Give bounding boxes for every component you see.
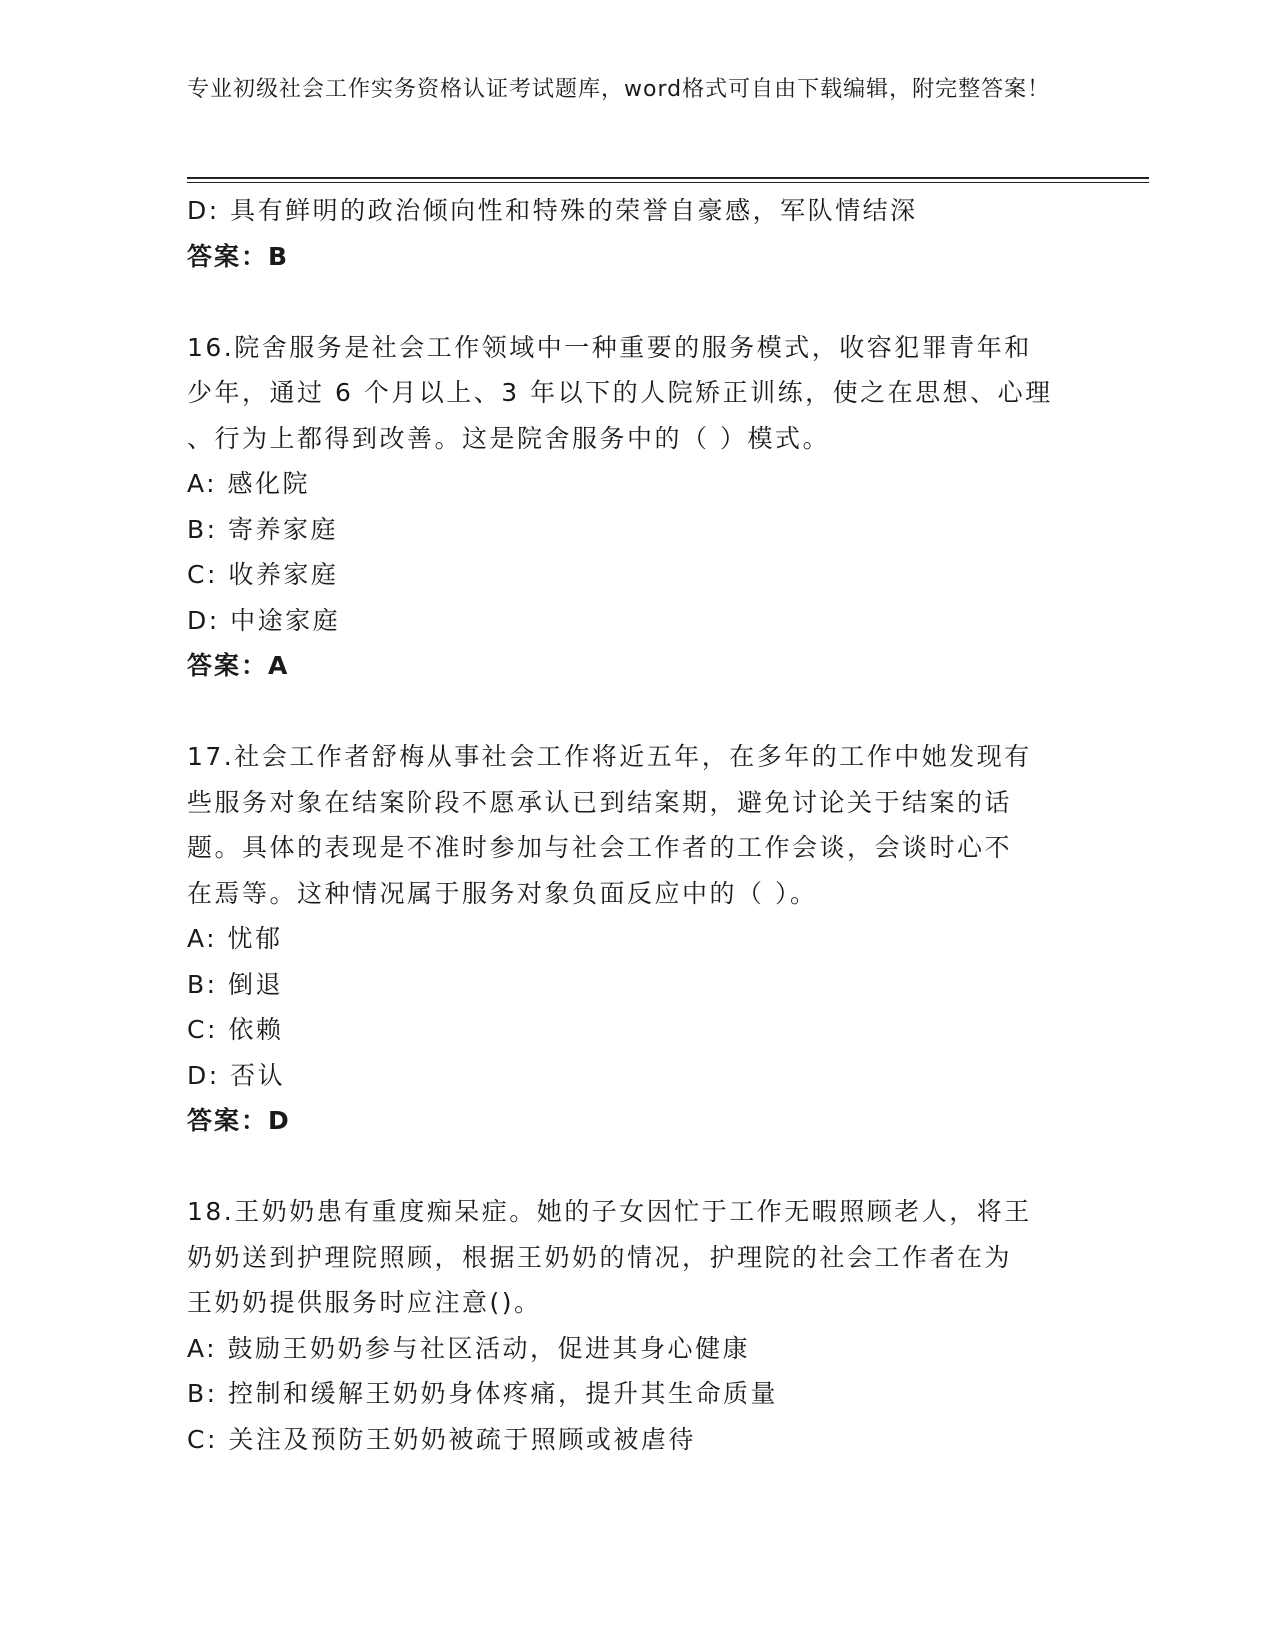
- question-17: [187, 734, 1087, 1144]
- question-stem-line: 题。具体的表现是不准时参加与社会工作者的工作会谈，会谈时心不: [187, 833, 1013, 862]
- option-b: B: 控制和缓解王奶奶身体疼痛，提升其生命质量: [187, 1379, 779, 1408]
- option-d: D: 具有鲜明的政治倾向性和特殊的荣誉自豪感，军队情结深: [187, 196, 918, 225]
- question-stem-line: 18.王奶奶患有重度痴呆症。她的子女因忙于工作无暇照顾老人，将王: [187, 1197, 1032, 1226]
- question-stem-line: 王奶奶提供服务时应注意()。: [187, 1288, 542, 1317]
- answer-line: 答案：B: [187, 241, 290, 271]
- spacer: [187, 1144, 1087, 1190]
- option-a: A: 感化院: [187, 469, 311, 498]
- option-c: C: 关注及预防王奶奶被疏于照顾或被虐待: [187, 1424, 696, 1454]
- answer-line: 答案：A: [187, 651, 290, 680]
- option-d: D: 中途家庭: [187, 605, 341, 635]
- answer-line: 答案：D: [187, 1106, 291, 1135]
- question-stem-line: 在焉等。这种情况属于服务对象负面反应中的（ ）。: [187, 878, 818, 908]
- option-a: A: 鼓励王奶奶参与社区活动，促进其身心健康: [187, 1333, 751, 1363]
- question-stem-line: 、行为上都得到改善。这是院舍服务中的（ ）模式。: [187, 423, 830, 453]
- option-c: C: 依赖: [187, 1015, 284, 1044]
- spacer: [187, 689, 1087, 735]
- question-stem-line: 些服务对象在结案阶段不愿承认已到结案期，避免讨论关于结案的话: [187, 787, 1013, 817]
- option-b: B: 寄养家庭: [187, 514, 339, 544]
- page-header: 专业初级社会工作实务资格认证考试题库，word格式可自由下载编辑，附完整答案！: [187, 77, 1051, 102]
- question-stem-line: 17.社会工作者舒梅从事社会工作将近五年，在多年的工作中她发现有: [187, 742, 1032, 771]
- question-stem-line: 16.院舍服务是社会工作领域中一种重要的服务模式，收容犯罪青年和: [187, 332, 1032, 362]
- spacer: [187, 279, 1087, 325]
- option-a: A: 忧郁: [187, 924, 283, 953]
- question-18: [187, 1189, 1087, 1462]
- question-stem-line: 少年，通过 6 个月以上、3 年以下的人院矫正训练，使之在思想、心理: [187, 378, 1053, 407]
- option-d: D: 否认: [187, 1060, 286, 1090]
- question-16: [187, 325, 1087, 689]
- question-stem-line: 奶奶送到护理院照顾，根据王奶奶的情况，护理院的社会工作者在为: [187, 1242, 1013, 1272]
- question-content: [187, 188, 1087, 1462]
- option-b: B: 倒退: [187, 969, 284, 999]
- header-rule-thick: [187, 177, 1149, 179]
- option-c: C: 收养家庭: [187, 560, 339, 589]
- header-rule-thin: [187, 182, 1149, 183]
